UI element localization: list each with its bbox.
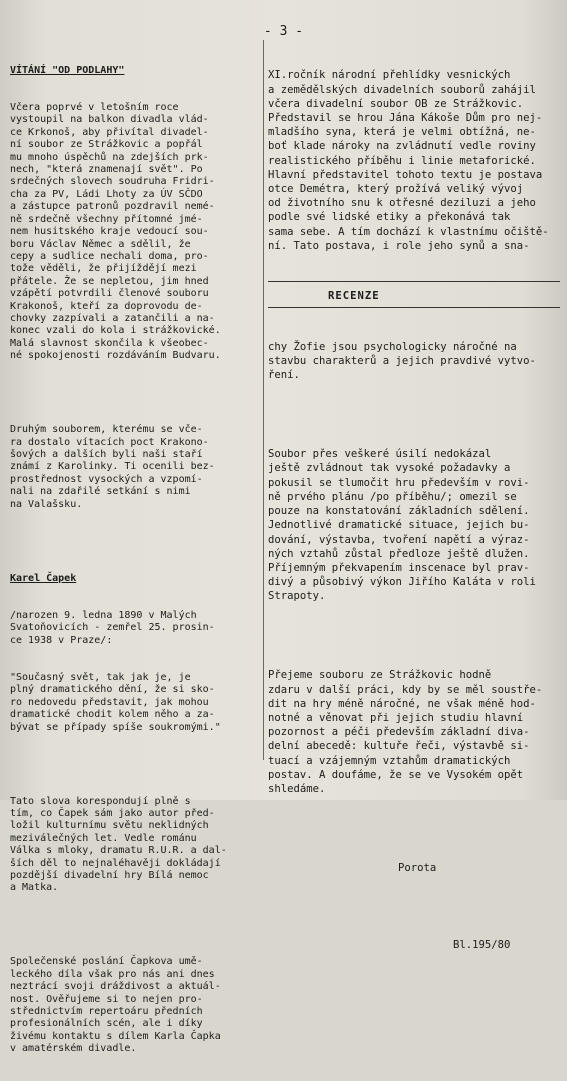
recenze-rule-top [268,281,560,282]
vitani-paragraph-1-line: a zástupce patronů pozdravil nemé- [10,201,215,213]
vitani-paragraph-1-line: boru Václav Němec a sdělil, že [10,238,191,250]
capek-quote-line: plný dramatického dění, že si sko- [10,684,215,696]
vitani-paragraph-2-line: prostřednost vysockých a vzpomí- [10,473,203,485]
review-paragraph-4-line: notné a věnovat při jejich studiu hlavní [268,711,524,724]
capek-paragraph-2-line: Společenské poslání Čapkova umě- [10,956,203,968]
vitani-paragraph-1-line: nech, "která znamenají svět". Po [10,164,203,176]
vitani-paragraph-1 [10,102,262,363]
vitani-paragraph-1-line: přátele. Že se nepletou, jim hned [10,275,209,287]
capek-paragraph-2-line: živému kontaktu s dílem Karla Čapka [10,1030,221,1042]
review-paragraph-3-line: Jednotlivé dramatické situace, jejich bu- [268,519,530,532]
vitani-paragraph-1-line: Krakonoš, kteří za doprovodu de- [10,300,203,312]
vitani-paragraph-1-line: ní soubor ze Strážkovic a popřál [10,139,203,151]
review-paragraph-1-line: otce Demétra, který prožívá veliký vývoj [268,183,524,196]
review-paragraph-4-line: tuací a vzájemným vztahům dramatických [268,754,511,767]
capek-paragraph-2-line: nost. Ověřujeme si to nejen pro- [10,993,203,1005]
review-paragraph-3-line: Příjemným překvapením inscenace byl prav- [268,561,530,574]
review-paragraph-1-line: včera divadelní soubor OB ze Strážkovic. [268,97,524,110]
vitani-paragraph-1-line: mu mnoho úspěchů na zdejších prk- [10,151,209,163]
capek-paragraph-1-line: tím, co Čapek sám jako autor před- [10,807,215,819]
review-paragraph-4-line: postav. A doufáme, že se ve Vysokém opět [268,768,524,781]
capek-paragraph-2 [10,956,262,1055]
capek-paragraph-1-line: Tato slova korespondují plně s [10,795,191,807]
capek-paragraph-1-line: Válka s mloky, dramatu R.U.R. a dal- [10,845,227,857]
review-paragraph-3-line: divý a působivý výkon Jiřího Kaláta v roli [268,576,536,589]
review-paragraph-4-line: pozornost a péči především základní diva- [268,726,530,739]
capek-intro [10,610,262,647]
review-paragraph-1-line: boť klade nároky na zvládnutí vedle roviny [268,140,536,153]
review-paragraph-1-line: Představil se hrou Jána Kákoše Dům pro nej- [268,112,543,125]
capek-intro-line: ce 1938 v Praze/: [10,634,113,646]
capek-quote [10,672,262,734]
review-paragraph-1 [268,68,560,253]
capek-quote-line: dramatické chodit kolem něho a za- [10,709,215,721]
review-paragraph-3-line: pouze na konstatování základních sdělení. [268,505,530,518]
vitani-paragraph-1-line: cepy a sudlice nechali doma, pro- [10,250,209,262]
vitani-paragraph-2-line: známí z Karolinky. Ti ocenili bez- [10,461,215,473]
review-paragraph-3-line: dování, výstavba, tvoření napětí a výraz- [268,533,530,546]
review-paragraph-4-line: Přejeme souboru ze Strážkovic hodně [268,669,492,682]
capek-paragraph-1-line: ších děl to nejnaléhavěji dokládají [10,857,221,869]
review-paragraph-1-line: Hlavní představitel tohoto textu je postava [268,168,543,181]
capek-paragraph-1-line: pozdější divadelní hry Bílá nemoc [10,870,209,881]
review-paragraph-3-line: pokusil se tlumočit hru především v rovi- [268,476,530,489]
review-paragraph-3-line: ještě zvládnout tak vysoké požadavky a [268,462,511,475]
capek-paragraph-1-line: ložil kulturnímu světu neklidných [10,820,209,832]
review-paragraph-1-line: mladšího syna, která je velmi obtížná, ne- [268,126,536,139]
vitani-paragraph-2-line: šových a dalších byli naši staří [10,449,203,460]
capek-paragraph-1 [10,796,262,895]
review-paragraph-4 [268,668,560,796]
capek-quote-line: bývat se případy spíše soukromými." [10,721,221,733]
section-heading-vitani: VÍTÁNÍ "OD PODLAHY" [10,64,125,76]
right-column [268,40,560,981]
vitani-paragraph-1-line: Malá slavnost skončila k všeobec- [10,337,209,349]
review-paragraph-3-line: Soubor přes veškeré úsilí nedokázal [268,448,492,461]
vitani-paragraph-1-line: srdečných slovech soudruha Fridri- [10,176,215,188]
review-paragraph-1-line: ní. Tato postava, i role jeho synů a sna- [268,239,530,252]
vitani-paragraph-1-line: chovky zazpívali a zatančili a na- [10,312,215,324]
vitani-paragraph-1-line: vzápětí potvrdili členové souboru [10,288,209,300]
capek-paragraph-1-line: meziválečných let. Vedle románu [10,832,197,844]
vitani-paragraph-1-line: Včera poprvé v letošním roce [10,102,179,114]
review-paragraph-4-line: delní abecedě: kultuře řeči, výstavbě si- [268,740,530,753]
capek-paragraph-2-line: neztrácí svoji dráždivost a aktuál- [10,981,221,993]
vitani-paragraph-2-line: na Valašsku. [10,498,83,510]
review-paragraph-4-line: shledáme. [268,782,326,795]
review-paragraph-1-line: XI.ročník národní přehlídky vesnických [268,69,511,82]
vitani-paragraph-1-line: vystoupil na balkon divadla vlád- [10,114,209,126]
vitani-paragraph-2-line: Druhým souborem, kterému se vče- [10,424,203,436]
review-paragraph-3-line: ně prvého plánu /po příběhu/; omezil se [268,490,517,503]
review-paragraph-2-line: ření. [268,369,300,382]
capek-paragraph-2-line: leckého díla však pro nás ani dnes [10,968,215,980]
capek-paragraph-2-line: v amatérském divadle. [10,1043,137,1055]
review-paragraph-3-line: Strapoty. [268,590,326,603]
review-paragraph-1-line: realistického příběhu i linie metaforické. [268,154,536,167]
page-number: - 3 - [263,24,304,39]
left-column [10,40,262,1081]
vitani-paragraph-1-line: ce Krkonoš, aby přivítal divadel- [10,126,209,138]
vitani-paragraph-1-line: ně srdečně všechny přítomné jmé- [10,213,203,225]
reference-code: Bl.195/80 [453,938,511,951]
review-paragraph-4-line: dit na hry méně náročné, ne však méně hod- [268,697,536,710]
signature: Porota [398,861,437,874]
vitani-paragraph-2-line: nali na zdařilé setkání s nimi [10,486,191,498]
review-paragraph-2 [268,340,560,383]
capek-paragraph-2-line: profesionálních scén, ale i díky [10,1018,203,1030]
vitani-paragraph-2 [10,424,262,511]
review-paragraph-4-line: zdaru v další práci, kdy by se měl soustře- [268,683,543,696]
vitani-paragraph-1-line: tože věděli, že přijíždějí mezi [10,263,197,275]
review-paragraph-2-line: chy Žofie jsou psychologicky náročné na [268,340,517,353]
capek-quote-line: "Současný svět, tak jak je, je [10,671,191,683]
recenze-header [268,281,560,311]
review-paragraph-1-line: podle své lidské etiky a překonává tak [268,211,511,224]
vitani-paragraph-1-line: konec vzali do kola i strážkovické. [10,325,221,337]
vitani-paragraph-1-line: cha za PV, Ládi Lhoty za ÚV SČDO [10,188,203,200]
review-paragraph-3 [268,447,560,603]
review-paragraph-1-line: sama sebe. A tím dochází k vlastnímu očiště- [268,225,549,238]
column-divider [263,40,264,760]
capek-quote-line: ro nedovedu představit, jak mohou [10,696,209,708]
review-paragraph-1-line: a zemědělských divadelních souborů zahájil [268,83,536,96]
capek-paragraph-2-line: střednictvím repertoáru předních [10,1006,203,1018]
capek-paragraph-1-line: a Matka. [10,882,59,894]
capek-intro-line: Svatoňovicích - zemřel 25. prosin- [10,622,215,634]
review-paragraph-3-line: ných vztahů zůstal předloze ještě dlužen. [268,547,530,560]
vitani-paragraph-1-line: nem husitského kraje vedoucí sou- [10,226,209,238]
capek-intro-line: /narozen 9. ledna 1890 v Malých [10,609,197,621]
section-heading-capek: Karel Čapek [10,572,77,584]
recenze-rule-bottom [268,307,560,308]
vitani-paragraph-1-line: né spokojenosti rozdáváním Budvaru. [10,350,221,362]
vitani-paragraph-2-line: ra dostalo vítacích poct Krakono- [10,436,209,448]
review-paragraph-2-line: stavbu charakterů a jejich pravdivé vytvo- [268,355,536,368]
review-paragraph-1-line: od životního snu k otřesné deziluzi a jeho [268,197,536,210]
recenze-label: RECENZE [328,290,380,303]
